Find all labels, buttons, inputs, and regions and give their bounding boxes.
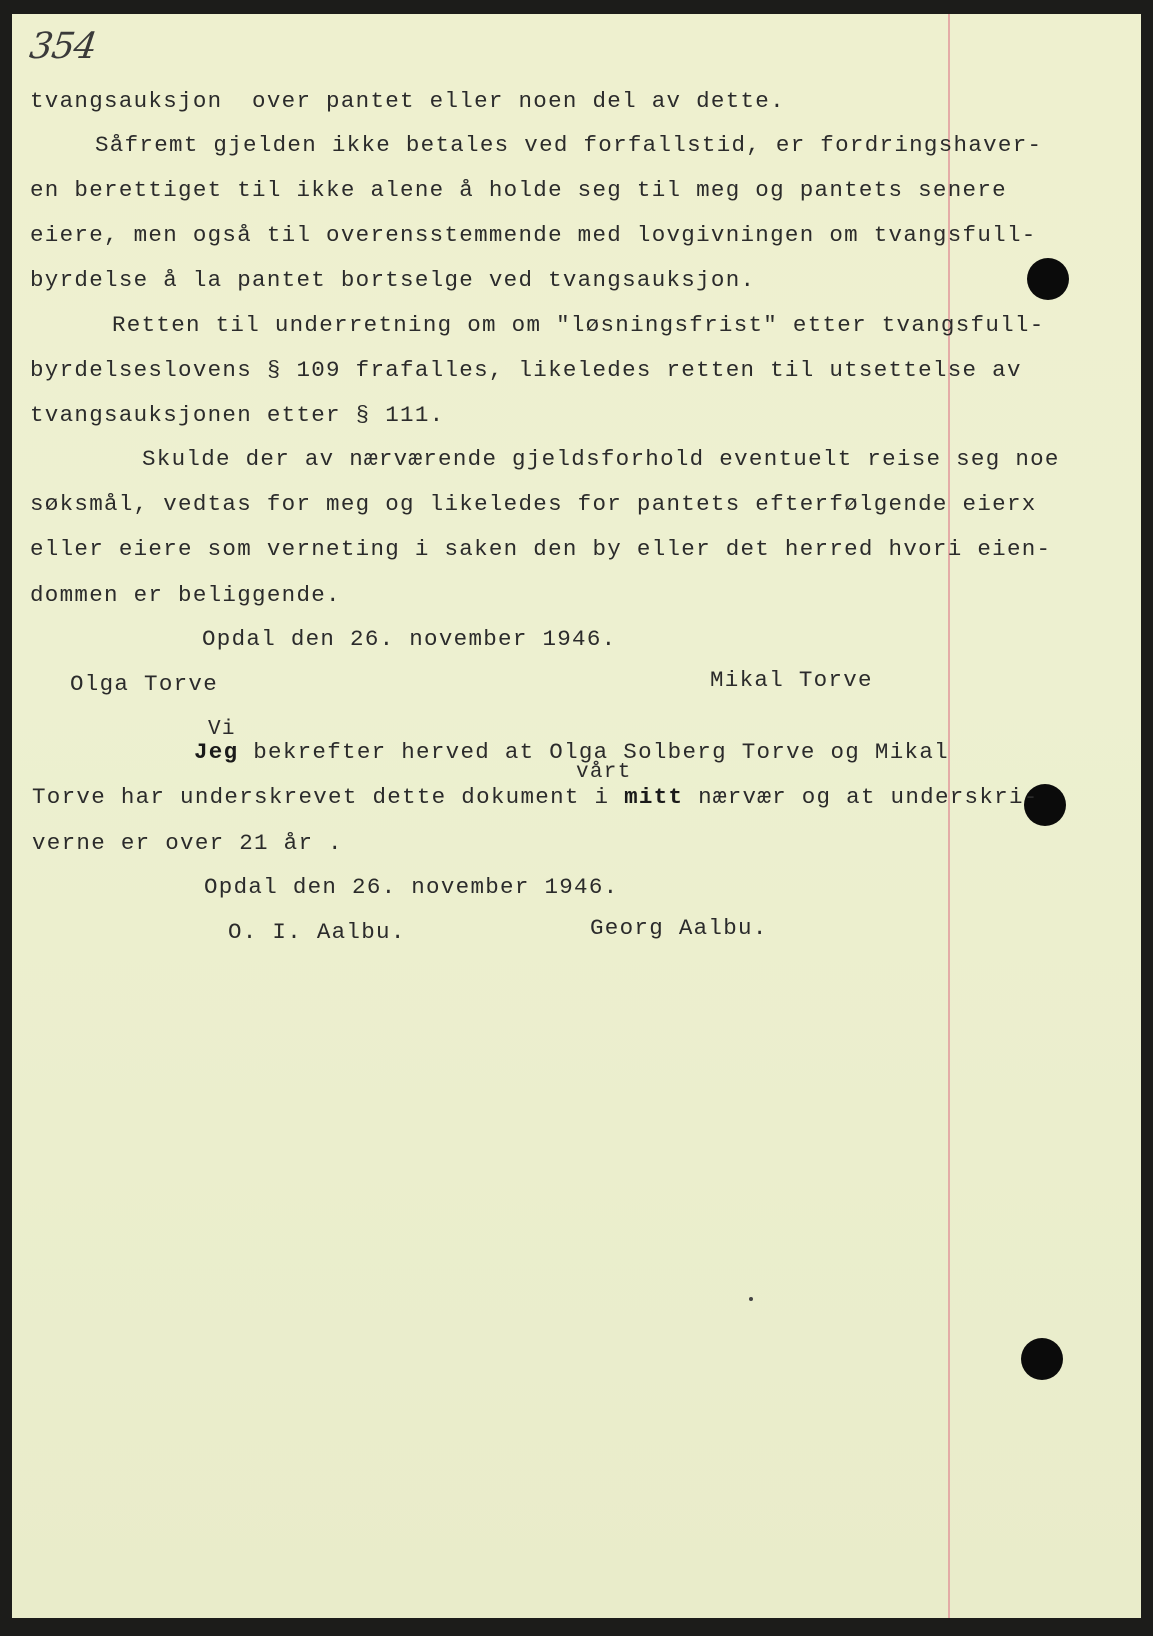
witness-line-1 (194, 741, 949, 764)
struck-word: Jeg (194, 739, 239, 765)
body-line: Retten til underretning om om "løsningsfrist" etter tvangsfull- (112, 312, 1045, 338)
margin-rule (948, 14, 950, 1618)
document-page (12, 14, 1141, 1618)
witness-text: Torve har underskrevet dette dokument i (32, 784, 625, 810)
date-line: Opdal den 26. november 1946. (204, 874, 619, 900)
witness-signature-left: O. I. Aalbu. (228, 919, 406, 945)
body-line: en berettiget til ikke alene å holde seg til meg og pantets senere (30, 177, 1007, 203)
witness-text: bekrefter herved at Olga Solberg Torve og Mikal (238, 739, 949, 765)
signature-left: Olga Torve (70, 671, 219, 697)
insertion-vi: Vi (208, 718, 236, 741)
body-line: byrdelseslovens § 109 frafalles, likeledes retten til utsettelse av (30, 357, 1022, 383)
witness-line-3: verne er over 21 år . (32, 830, 343, 856)
ink-dot (749, 1297, 753, 1301)
body-line: dommen er beliggende. (30, 582, 341, 608)
signature-right: Mikal Torve (710, 667, 873, 693)
body-line: tvangsauksjonen etter § 111. (30, 402, 445, 428)
struck-word: mitt (624, 784, 684, 810)
witness-text: nærvær og at underskri- (683, 784, 1039, 810)
body-line: byrdelse å la pantet bortselge ved tvangsauksjon. (30, 267, 756, 293)
insertion-vart: vårt (576, 761, 632, 784)
witness-signature-right: Georg Aalbu. (590, 915, 768, 941)
page-number: 354 (27, 26, 99, 67)
body-line: Såfremt gjelden ikke betales ved forfallstid, er fordringshaver- (95, 132, 1043, 158)
witness-line-2 (32, 786, 1039, 809)
body-line: søksmål, vedtas for meg og likeledes for pantets efterfølgende eierx (30, 491, 1037, 517)
body-line: eiere, men også til overensstemmende med lovgivningen om tvangsfull- (30, 222, 1037, 248)
punch-hole-top (1027, 258, 1069, 300)
punch-hole-bottom (1021, 1338, 1063, 1380)
body-line: Skulde der av nærværende gjeldsforhold eventuelt reise seg noe (142, 446, 1060, 472)
body-line: eller eiere som verneting i saken den by eller det herred hvori eien- (30, 536, 1052, 562)
date-line: Opdal den 26. november 1946. (202, 626, 617, 652)
body-line: tvangsauksjon over pantet eller noen del av dette. (30, 88, 785, 114)
